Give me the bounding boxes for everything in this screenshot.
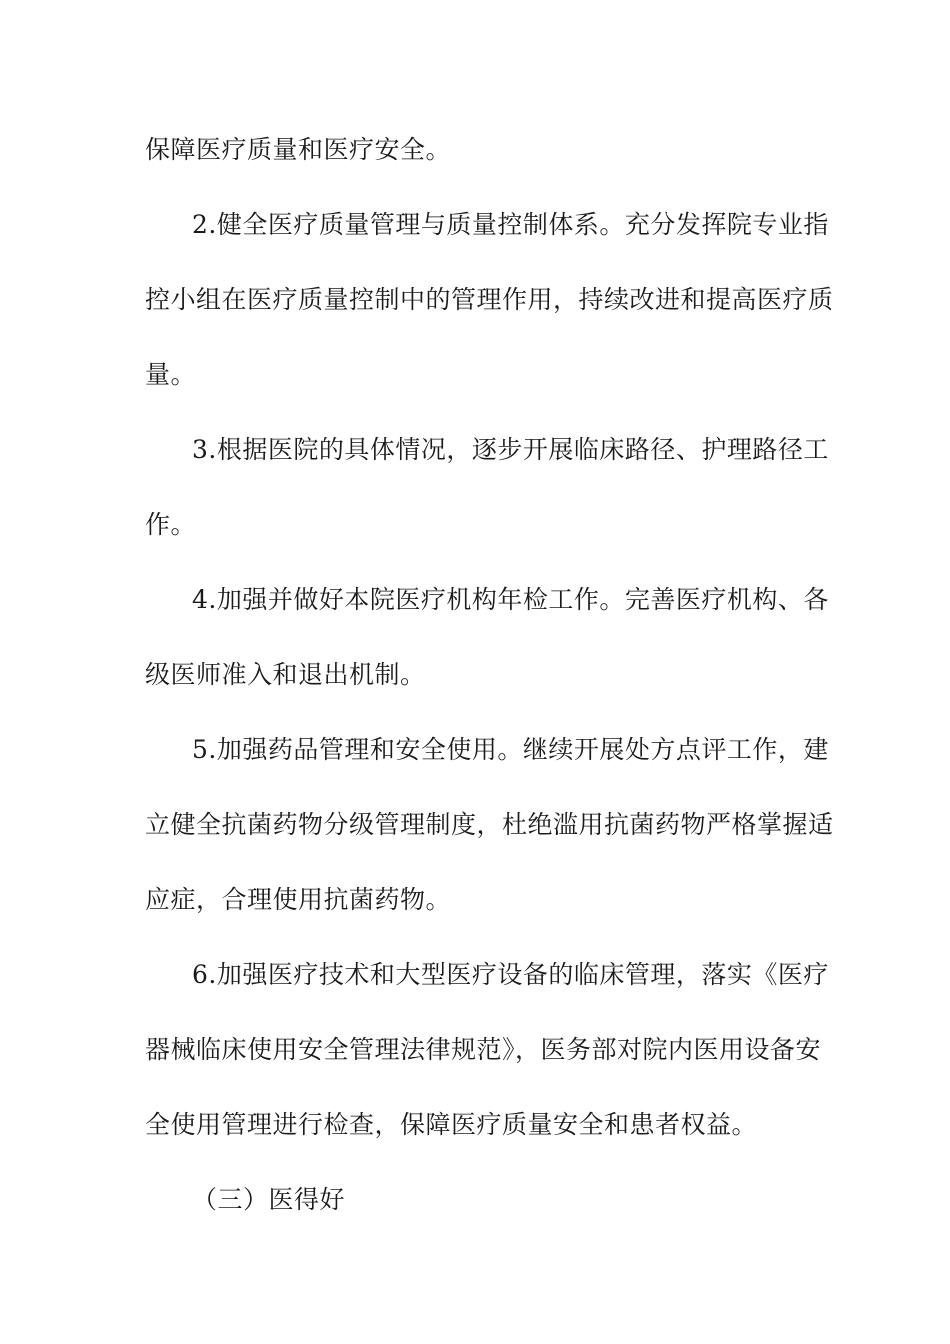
paragraph-2-line-3: 量。 <box>145 360 197 389</box>
paragraph-3-line-1: 3.根据医院的具体情况，逐步开展临床路径、护理路径工 <box>192 435 829 464</box>
text-line: 保障医疗质量和医疗安全。 <box>145 135 452 164</box>
paragraph-4-line-2: 级医师准入和退出机制。 <box>145 660 426 689</box>
section-heading: （三）医得好 <box>192 1185 346 1214</box>
paragraph-5-line-1: 5.加强药品管理和安全使用。继续开展处方点评工作，建 <box>192 735 829 764</box>
paragraph-6-line-3: 全使用管理进行检查，保障医疗质量安全和患者权益。 <box>145 1110 758 1139</box>
paragraph-6-line-2: 器械临床使用安全管理法律规范》，医务部对院内医用设备安 <box>145 1035 822 1064</box>
paragraph-5-line-2: 立健全抗菌药物分级管理制度，杜绝滥用抗菌药物严格掌握适 <box>145 810 834 839</box>
paragraph-2-line-1: 2.健全医疗质量管理与质量控制体系。充分发挥院专业指 <box>192 210 829 239</box>
paragraph-2-line-2: 控小组在医疗质量控制中的管理作用，持续改进和提高医疗质 <box>145 285 834 314</box>
paragraph-3-line-2: 作。 <box>145 510 197 539</box>
paragraph-5-line-3: 应症，合理使用抗菌药物。 <box>145 885 452 914</box>
paragraph-4-line-1: 4.加强并做好本院医疗机构年检工作。完善医疗机构、各 <box>192 585 829 614</box>
paragraph-6-line-1: 6.加强医疗技术和大型医疗设备的临床管理，落实《医疗 <box>192 960 829 989</box>
